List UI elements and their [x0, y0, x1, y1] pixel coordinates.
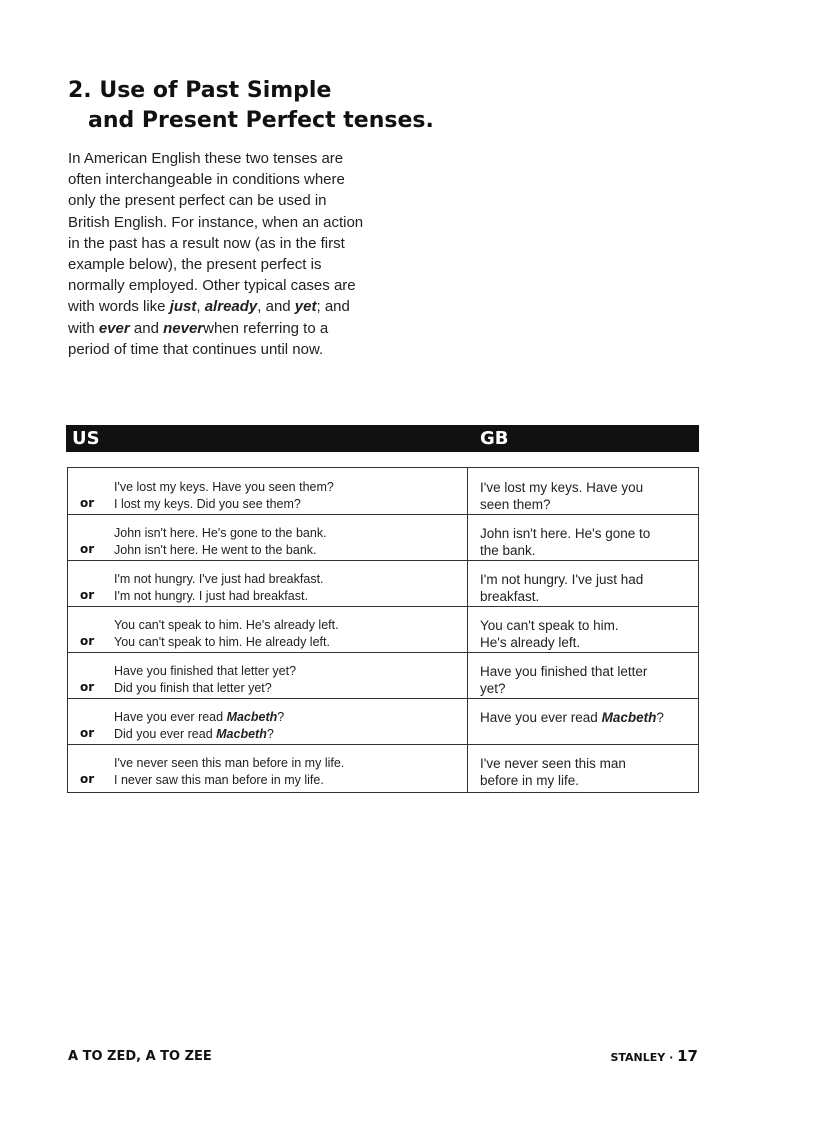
- or-label: or: [80, 634, 95, 648]
- us-cell: [114, 663, 454, 697]
- book-title: Macbeth: [216, 727, 267, 741]
- keyword-ever: ever: [98, 319, 130, 337]
- us-cell: [114, 525, 454, 559]
- gb-text: Have you ever read: [480, 710, 602, 725]
- table-header: [66, 425, 699, 452]
- table-row: [68, 744, 698, 790]
- us-sentence: I've lost my keys. Have you seen them?: [114, 480, 334, 494]
- us-alternative: [114, 726, 454, 743]
- us-sentence: [114, 709, 454, 726]
- us-text: ?: [266, 727, 274, 741]
- or-label: or: [80, 496, 95, 510]
- table-row: [68, 606, 698, 653]
- us-alternative: Did you finish that letter yet?: [114, 681, 272, 695]
- title-line-2: and Present Perfect tenses.: [88, 108, 434, 133]
- footer-page-info: [610, 1047, 698, 1065]
- us-alternative: I'm not hungry. I just had breakfast.: [114, 589, 308, 603]
- book-title: Macbeth: [601, 710, 657, 725]
- us-cell: [114, 617, 454, 651]
- table-row: [68, 514, 698, 561]
- keyword-yet: yet: [294, 298, 317, 316]
- footer-book-title: A TO ZED, A TO ZEE: [68, 1049, 212, 1064]
- gb-cell: [480, 755, 690, 789]
- column-header-gb: GB: [480, 428, 509, 449]
- intro-text: and: [129, 319, 164, 337]
- us-cell: [114, 709, 454, 743]
- page-title: [68, 76, 434, 136]
- column-header-us: US: [72, 428, 100, 449]
- or-label: or: [80, 542, 95, 556]
- intro-text: ; and with: [68, 298, 350, 337]
- us-sentence: Have you finished that letter yet?: [114, 664, 297, 678]
- us-text: Have you ever read: [114, 710, 227, 724]
- gb-sentence: I've never seen this man: [480, 756, 626, 771]
- intro-text: , and: [257, 298, 295, 316]
- gb-sentence-cont: seen them?: [480, 497, 551, 512]
- footer-separator: ·: [669, 1051, 674, 1064]
- footer-author: STANLEY: [610, 1051, 666, 1064]
- us-alternative: I never saw this man before in my life.: [114, 773, 324, 787]
- gb-cell: [480, 663, 690, 697]
- us-cell: [114, 571, 454, 605]
- gb-sentence-cont: before in my life.: [480, 773, 580, 788]
- intro-text: In American English these two tenses are often interchangeable in conditions where only the present perfect can be used in British English. For instance, when an action in the past has a result now (as in the first example below), the present perfect is normally employed. Other typical cases are with words like: [68, 150, 364, 316]
- or-label: or: [80, 588, 95, 602]
- us-text: ?: [277, 710, 285, 724]
- or-label: or: [80, 680, 95, 694]
- us-sentence: I'm not hungry. I've just had breakfast.: [114, 572, 324, 586]
- us-sentence: John isn't here. He's gone to the bank.: [114, 526, 327, 540]
- intro-text: when referring to a period of time that continues until now.: [68, 319, 329, 358]
- us-sentence: I've never seen this man before in my life.: [114, 756, 345, 770]
- us-alternative: I lost my keys. Did you see them?: [114, 497, 301, 511]
- gb-sentence: I've lost my keys. Have you: [480, 480, 644, 495]
- keyword-just: just: [169, 298, 197, 316]
- intro-text: ,: [196, 298, 205, 316]
- gb-text: ?: [656, 710, 664, 725]
- gb-sentence-cont: yet?: [480, 681, 506, 696]
- us-alternative: John isn't here. He went to the bank.: [114, 543, 317, 557]
- page-number: 17: [677, 1047, 698, 1065]
- gb-cell: [480, 571, 690, 605]
- or-label: or: [80, 772, 95, 786]
- gb-sentence: Have you finished that letter: [480, 664, 648, 679]
- us-sentence: You can't speak to him. He's already left.: [114, 618, 339, 632]
- intro-paragraph: [68, 148, 368, 360]
- table-row: [68, 652, 698, 699]
- keyword-already: already: [204, 298, 258, 316]
- table-row: [68, 698, 698, 745]
- gb-cell: [480, 479, 690, 513]
- gb-sentence-cont: breakfast.: [480, 589, 540, 604]
- gb-cell: [480, 525, 690, 559]
- gb-sentence: [480, 709, 690, 726]
- us-text: Did you ever read: [114, 727, 217, 741]
- keyword-never: never: [163, 319, 204, 337]
- title-line-1: 2. Use of Past Simple: [68, 78, 332, 103]
- gb-sentence-cont: He's already left.: [480, 635, 581, 650]
- gb-sentence: I'm not hungry. I've just had: [480, 572, 644, 587]
- comparison-table: [67, 467, 699, 793]
- gb-sentence: You can't speak to him.: [480, 618, 619, 633]
- table-row: [68, 560, 698, 607]
- gb-sentence: John isn't here. He's gone to: [480, 526, 651, 541]
- book-title: Macbeth: [226, 710, 278, 724]
- gb-sentence-cont: the bank.: [480, 543, 536, 558]
- us-alternative: You can't speak to him. He already left.: [114, 635, 330, 649]
- us-cell: [114, 755, 454, 789]
- us-cell: [114, 479, 454, 513]
- gb-cell: [480, 709, 690, 726]
- table-row: [68, 468, 698, 515]
- gb-cell: [480, 617, 690, 651]
- or-label: or: [80, 726, 95, 740]
